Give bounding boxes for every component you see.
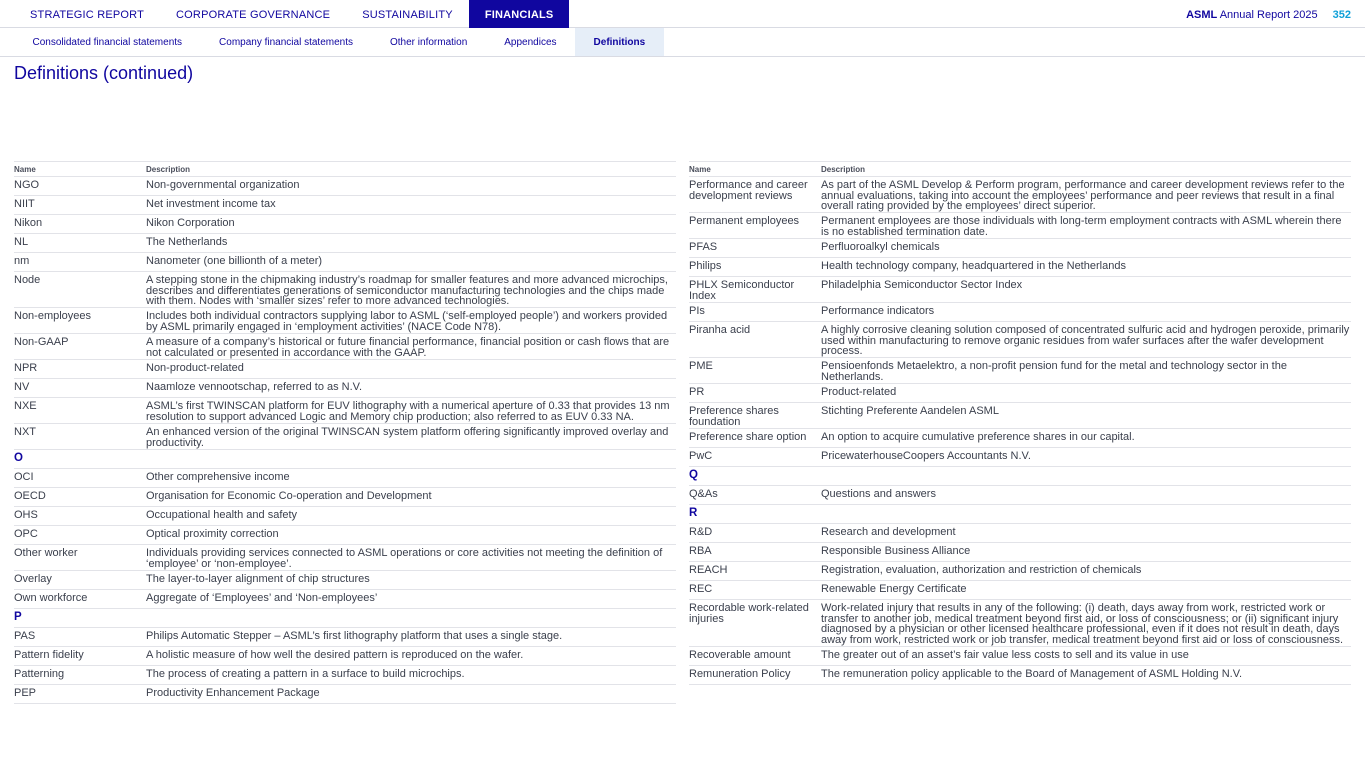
table-row [689, 322, 1351, 358]
table-row [689, 403, 1351, 429]
term-name: PHLX Semiconductor Index [689, 279, 795, 302]
table-row [689, 647, 1351, 666]
term-name: Overlay [14, 573, 52, 585]
term-name: R&D [689, 526, 713, 538]
table-row [14, 647, 676, 666]
term-description: The greater out of an asset’s fair value less costs to sell and its value in use [821, 649, 1189, 661]
report-info [1186, 0, 1351, 28]
tab-strategic-report[interactable]: STRATEGIC REPORT [30, 9, 145, 21]
term-description: Questions and answers [821, 488, 936, 500]
term-description: An enhanced version of the original TWINSCAN system platform offering significantly improved overlay and productivity. [146, 426, 669, 449]
term-description: A stepping stone in the chipmaking industry’s roadmap for smaller features and more advanced microchips, describes and differentiates generations of semiconductor manufacturing technologies and the chips made with them. Nodes with ‘smaller sizes’ refer to more advanced technologies. [146, 274, 668, 308]
term-description: Occupational health and safety [146, 509, 298, 521]
table-row [689, 448, 1351, 467]
page-title: Definitions (continued) [14, 63, 194, 83]
table-body [689, 177, 1351, 685]
header-description: Description [821, 164, 866, 174]
table-row [689, 384, 1351, 403]
table-row [14, 308, 676, 334]
term-description: An option to acquire cumulative preference shares in our capital. [821, 431, 1135, 443]
table-row [14, 253, 676, 272]
term-name: Other worker [14, 547, 78, 559]
term-description: Optical proximity correction [146, 528, 279, 540]
section-letter: P [14, 611, 22, 623]
term-name: Preference shares foundation [689, 405, 779, 428]
table-row [689, 543, 1351, 562]
tab-corporate-governance[interactable]: CORPORATE GOVERNANCE [176, 9, 331, 21]
term-description: Health technology company, headquartered in the Netherlands [821, 260, 1126, 272]
term-name: OPC [14, 528, 38, 540]
table-row [14, 379, 676, 398]
table-body [14, 177, 676, 704]
term-name: NIIT [14, 198, 35, 210]
term-description: A holistic measure of how well the desired pattern is reproduced on the wafer. [146, 649, 524, 661]
term-description: Performance indicators [821, 305, 935, 317]
table-row [14, 545, 676, 571]
table-row [14, 628, 676, 647]
subtab-appendices[interactable]: Appendices [504, 37, 557, 48]
definitions-table-left [14, 161, 676, 704]
term-description: Pensioenfonds Metaelektro, a non-profit pension fund for the metal and technology sector in the Netherlands. [821, 360, 1287, 383]
term-description: Philips Automatic Stepper – ASML’s first lithography platform that uses a single stage. [146, 630, 563, 642]
table-row [14, 398, 676, 424]
term-description: PricewaterhouseCoopers Accountants N.V. [821, 450, 1031, 462]
table-row [14, 507, 676, 526]
term-description: Perfluoroalkyl chemicals [821, 241, 940, 253]
term-name: REC [689, 583, 713, 595]
table-row [14, 685, 676, 704]
term-description: ASML’s first TWINSCAN platform for EUV lithography with a numerical aperture of 0.33 that provides 13 nm resolution to support advanced Logic and Memory chip production; also referred to as EUV 0.33 NA. [146, 400, 670, 423]
term-name: NV [14, 381, 30, 393]
section-heading [14, 450, 676, 469]
subtab-definitions[interactable]: Definitions [575, 28, 664, 56]
page-number: 352 [1332, 9, 1351, 21]
table-row [14, 571, 676, 590]
term-name: Q&As [689, 488, 718, 500]
sub-navigation [0, 28, 1365, 57]
table-row [14, 469, 676, 488]
top-navigation [0, 0, 1365, 28]
term-name: Patterning [14, 668, 65, 680]
term-name: Node [14, 274, 41, 286]
term-description: Organisation for Economic Co-operation and Development [146, 490, 432, 502]
table-row [689, 562, 1351, 581]
table-row [689, 177, 1351, 213]
term-description: A measure of a company’s historical or future financial performance, financial position or cash flows that are not calculated or presented in accordance with the GAAP. [146, 336, 670, 359]
term-name: Philips [689, 260, 722, 272]
table-row [689, 524, 1351, 543]
definitions-table-right [689, 161, 1351, 685]
term-name: PAS [14, 630, 36, 642]
term-description: Non-product-related [146, 362, 244, 374]
term-name: NPR [14, 362, 38, 374]
top-tabs [14, 0, 569, 28]
term-name: PFAS [689, 241, 718, 253]
table-row [14, 215, 676, 234]
table-row [689, 239, 1351, 258]
term-name: Permanent employees [689, 215, 800, 227]
term-name: nm [14, 255, 30, 267]
term-name: Pattern fidelity [14, 649, 84, 661]
term-name: PR [689, 386, 705, 398]
term-description: Registration, evaluation, authorization and restriction of chemicals [821, 564, 1142, 576]
term-description: The layer-to-layer alignment of chip structures [146, 573, 370, 585]
subtab-company-financial-statements[interactable]: Company financial statements [219, 37, 353, 48]
tab-financials[interactable]: FINANCIALS [469, 0, 570, 28]
table-header [14, 161, 676, 177]
term-name: Nikon [14, 217, 43, 229]
term-description: Non-governmental organization [146, 179, 300, 191]
term-name: Performance and career development reviews [689, 179, 808, 202]
table-row [689, 213, 1351, 239]
term-description: Stichting Preferente Aandelen ASML [821, 405, 999, 417]
term-description: Nanometer (one billionth of a meter) [146, 255, 323, 267]
term-name: RBA [689, 545, 712, 557]
table-row [689, 277, 1351, 303]
brand-name: ASML [1186, 9, 1218, 21]
term-description: Naamloze vennootschap, referred to as N.V. [146, 381, 363, 393]
section-letter: O [14, 452, 23, 464]
header-description: Description [146, 164, 191, 174]
table-row [689, 358, 1351, 384]
term-description: Work-related injury that results in any of the following: (i) death, days away from work, restricted work or transfer to another job, medical treatment beyond first aid, or loss of consciousness; or (ii) significant injury diagnosed by a physician or other licensed healthcare professional, even if it does not result in death, days away from work, restricted work or job transfer, medical treatment beyond first aid or loss of consciousness. [821, 602, 1344, 646]
table-row [14, 234, 676, 253]
term-description: Product-related [821, 386, 897, 398]
term-description: A highly corrosive cleaning solution composed of concentrated sulfuric acid and hydrogen peroxide, primarily used within manufacturing to remove organic residues from wafer surfaces after the wafer development process. [821, 324, 1350, 358]
term-name: NL [14, 236, 29, 248]
section-letter: R [689, 507, 698, 519]
table-row [689, 666, 1351, 685]
term-description: As part of the ASML Develop & Perform program, performance and career development reviews refer to the annual evaluations, taking into account the employees’ performance and peer reviews that result in a final overall rating provided by the employees’ direct superior. [821, 179, 1345, 213]
table-row [14, 196, 676, 215]
term-name: PwC [689, 450, 713, 462]
header-name: Name [14, 164, 36, 174]
term-name: PEP [14, 687, 37, 699]
subtab-other-information[interactable]: Other information [390, 37, 468, 48]
term-description: Individuals providing services connected to ASML operations or core activities not meeting the definition of ‘employee’ or ‘non-employee’. [146, 547, 663, 570]
term-name: Recordable work-related injuries [689, 602, 809, 625]
table-row [689, 258, 1351, 277]
term-name: OECD [14, 490, 46, 502]
table-row [14, 488, 676, 507]
table-row [14, 666, 676, 685]
term-description: Includes both individual contractors supplying labor to ASML (‘self-employed people’) and workers provided by ASML primarily engaged in ‘employment activities’ (NACE Code N78). [146, 310, 668, 333]
table-row [14, 177, 676, 196]
term-description: The remuneration policy applicable to the Board of Management of ASML Holding N.V. [821, 668, 1243, 680]
table-row [14, 360, 676, 379]
term-name: NGO [14, 179, 40, 191]
term-name: Non-employees [14, 310, 92, 322]
term-description: Nikon Corporation [146, 217, 235, 229]
table-row [14, 424, 676, 450]
term-description: Philadelphia Semiconductor Sector Index [821, 279, 1023, 291]
header-name: Name [689, 164, 711, 174]
term-name: NXE [14, 400, 37, 412]
table-row [689, 581, 1351, 600]
term-name: Own workforce [14, 592, 88, 604]
term-description: Productivity Enhancement Package [146, 687, 320, 699]
term-name: Preference share option [689, 431, 807, 443]
section-heading [689, 505, 1351, 524]
term-name: Piranha acid [689, 324, 751, 336]
table-row [689, 486, 1351, 505]
term-name: REACH [689, 564, 728, 576]
term-name: NXT [14, 426, 36, 438]
table-row [14, 590, 676, 609]
term-description: Research and development [821, 526, 956, 538]
table-row [689, 600, 1351, 647]
term-description: Permanent employees are those individuals with long-term employment contracts with ASML wherein there is no established termination date. [821, 215, 1342, 238]
term-description: Other comprehensive income [146, 471, 290, 483]
table-row [689, 429, 1351, 448]
term-name: OCI [14, 471, 34, 483]
term-description: Renewable Energy Certificate [821, 583, 967, 595]
table-row [14, 272, 676, 308]
term-description: Net investment income tax [146, 198, 276, 210]
term-description: Aggregate of ‘Employees’ and ‘Non-employees’ [146, 592, 378, 604]
table-header [689, 161, 1351, 177]
sub-tabs [14, 28, 664, 56]
section-heading [14, 609, 676, 628]
term-name: PIs [689, 305, 705, 317]
term-name: PME [689, 360, 713, 372]
section-heading [689, 467, 1351, 486]
term-description: The Netherlands [146, 236, 228, 248]
term-name: Non-GAAP [14, 336, 69, 348]
term-description: The process of creating a pattern in a surface to build microchips. [146, 668, 465, 680]
subtab-consolidated-financial-statements[interactable]: Consolidated financial statements [32, 37, 183, 48]
term-name: Recoverable amount [689, 649, 791, 661]
tab-sustainability[interactable]: SUSTAINABILITY [362, 9, 453, 21]
term-description: Responsible Business Alliance [821, 545, 971, 557]
table-row [14, 334, 676, 360]
term-name: OHS [14, 509, 38, 521]
table-row [14, 526, 676, 545]
section-letter: Q [689, 469, 698, 481]
report-name: Annual Report 2025 [1219, 9, 1318, 21]
table-row [689, 303, 1351, 322]
term-name: Remuneration Policy [689, 668, 791, 680]
